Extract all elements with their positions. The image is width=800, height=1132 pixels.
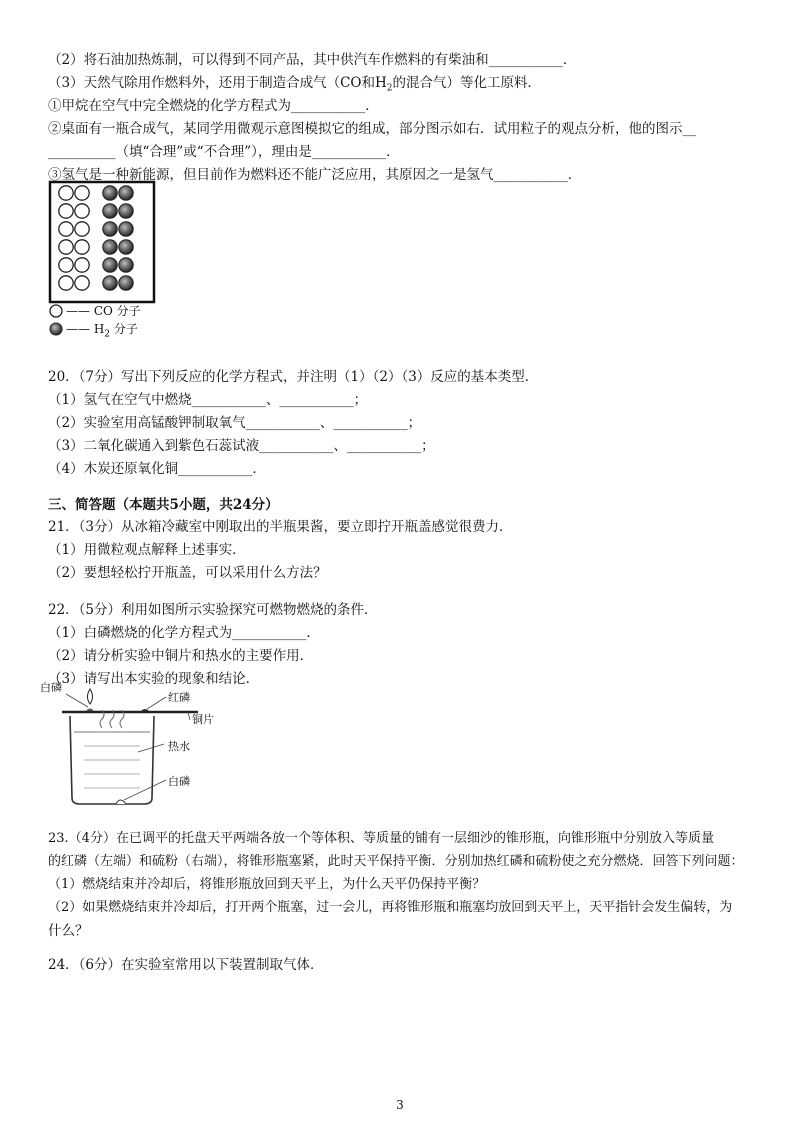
h2-molecules <box>103 186 133 290</box>
q22-line-2: （2）请分析实验中铜片和热水的主要作用． <box>48 648 314 664</box>
page-number: 3 <box>396 1098 404 1112</box>
fig-label-copper-plate: 铜片 <box>192 713 214 726</box>
q23-line-2: 的红磷（左端）和硫粉（右端），将锥形瓶塞紧，此时天平保持平衡．分别加热红磷和硫粉使之充分燃烧．回答下列问题： <box>48 854 744 869</box>
legend-co-label: —— CO 分子 <box>66 304 141 318</box>
q22-line-1: （1）白磷燃烧的化学方程式为___________． <box>48 625 320 641</box>
q21-title: 21．（3分）从冰箱冷藏室中刚取出的半瓶果酱，要立即拧开瓶盖感觉很费力． <box>48 519 513 535</box>
q20-line-3: （3）二氧化碳通入到紫色石蕊试液___________、___________； <box>48 438 435 454</box>
q20-title: 20．（7分）写出下列反应的化学方程式，并注明（1）（2）（3）反应的基本类型． <box>48 369 539 385</box>
fig-label-white-phosphorus-top: 白磷 <box>40 681 62 694</box>
q19-line-5: ②桌面有一瓶合成气，某同学用微观示意图模拟它的组成，部分图示如右．试用粒子的观点分析，他的图示__ <box>48 121 696 137</box>
fig-label-white-phosphorus-bottom: 白磷 <box>168 775 190 788</box>
co-molecules <box>59 186 89 290</box>
fig-label-red-phosphorus: 红磷 <box>168 691 190 704</box>
flame-icon <box>88 689 93 704</box>
legend-h2-label: —— $H_2$ 分子 <box>66 322 138 340</box>
white-phosphorus-top <box>86 709 94 712</box>
q23-line-3: （1）燃烧结束并冷却后，将锥形瓶放回到天平上，为什么天平仍保持平衡？ <box>48 877 486 892</box>
q23-line-1: 23.（4分）在已调平的托盘天平两端各放一个等体积、等质量的铺有一层细沙的锥形瓶，向锥形瓶中分别放入等质量 <box>48 831 714 846</box>
q23-line-5: 什么？ <box>48 923 89 939</box>
q21-line-2: （2）要想轻松拧开瓶盖，可以采用什么方法？ <box>48 565 327 581</box>
red-phosphorus <box>141 709 149 711</box>
q20-line-2: （2）实验室用高锰酸钾制取氧气___________、___________； <box>48 415 422 431</box>
q20-line-1: （1）氢气在空气中燃烧___________、___________； <box>48 392 368 408</box>
legend-co-symbol <box>50 305 62 317</box>
q23-line-4: （2）如果燃烧结束并冷却后，打开两个瓶塞，过一会儿，再将锥形瓶和瓶塞均放回到天平上，天平指针会发生偏转，为 <box>48 900 733 915</box>
q19-line-7: ③氢气是一种新能源，但目前作为燃料还不能广泛应用，其原因之一是氢气___________． <box>48 167 582 183</box>
q20-line-4: （4）木炭还原氧化铜___________． <box>48 461 266 477</box>
white-phosphorus-bottom <box>116 800 126 804</box>
q22-line-3: （3）请写出本实验的现象和结论． <box>48 671 260 687</box>
q19-line-4: ①甲烷在空气中完全燃烧的化学方程式为___________． <box>48 98 379 114</box>
q24-title: 24．（6分）在实验室常用以下装置制取气体． <box>48 957 324 973</box>
legend-h2-symbol <box>50 323 62 335</box>
q21-line-1: （1）用微粒观点解释上述事实． <box>48 542 246 558</box>
q22-title: 22．（5分）利用如图所示实验探究可燃物燃烧的条件． <box>48 602 378 618</box>
section-3-heading: 三、简答题（本题共5小题，共24分） <box>48 497 279 513</box>
fig-label-hot-water: 热水 <box>168 740 190 753</box>
q19-line-2: （2）将石油加热炼制，可以得到不同产品，其中供汽车作燃料的有柴油和___________． <box>48 52 577 68</box>
q19-line-6: __________（填“合理”或“不合理”），理由是___________． <box>48 144 400 160</box>
q19-line-3: （3）天然气除用作燃料外，还用于制造合成气（CO和$H_2$的混合气）等化工原料． <box>48 75 541 94</box>
